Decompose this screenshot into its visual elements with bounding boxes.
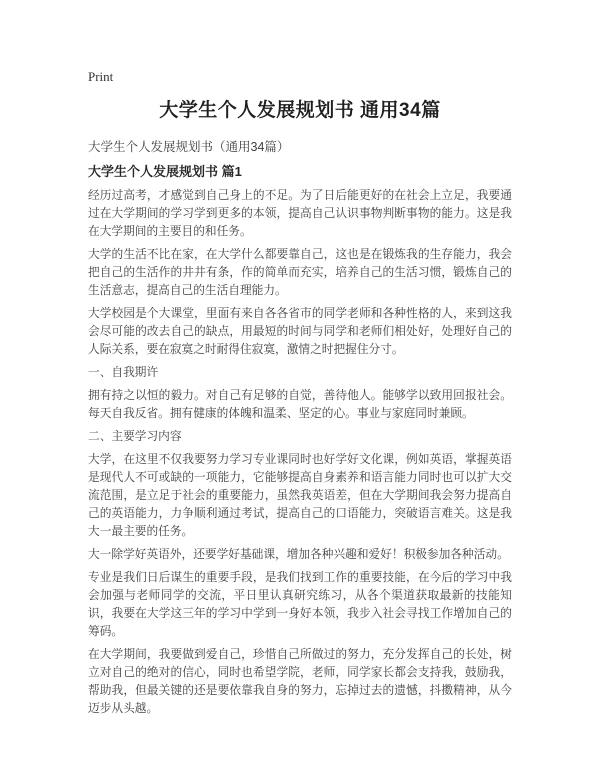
paragraph: 大一除学好英语外，还要学好基础课，增加各种兴趣和爱好！积极参加各种活动。 (88, 548, 509, 561)
document-body (88, 164, 512, 718)
print-button[interactable]: Print (88, 69, 114, 84)
document-subtitle: 大学生个人发展规划书（通用34篇） (88, 140, 290, 154)
paragraph: 专业是我们日后谋生的重要手段，是我们找到工作的重要技能，在今后的学习中我会加强与老师同学的交流，平日里认真研究练习，从各个渠道获取最新的技能知识，我要在大学这三年的学习中学到一身好本领，我步入社会寻找工作增加自己的筹码。 (88, 571, 512, 638)
paragraph: 大学的生活不比在家，在大学什么都要靠自己，这也是在锻炼我的生存能力，我会把自己的生活作的井井有条，作的简单而充实，培养自己的生活习惯，锻炼自己的生活意志，提高自己的生活自理能力。 (88, 248, 512, 297)
list-heading: 二、主要学习内容 (88, 430, 182, 443)
section-title: 大学生个人发展规划书 篇1 (88, 164, 242, 179)
paragraph: 在大学期间，我要做到爱自己，珍惜自己所做过的努力，充分发挥自己的长处，树立对自己的绝对的信心，同时也希望学院，老师，同学家长都会支持我，鼓励我，帮助我，但最关键的还是要依靠我自身的努力，忘掉过去的遗憾，抖擞精神，从今迈步从头越。 (88, 648, 512, 715)
paragraph: 大学校园是个大课堂，里面有来自各各省市的同学老师和各种性格的人，来到这我会尽可能的改去自己的缺点，用最短的时间与同学和老师们相处好，处理好自己的人际关系，要在寂寞之时耐得住寂寞，激情之时把握住分寸。 (88, 307, 512, 356)
document-title: 大学生个人发展规划书 通用34篇 (159, 100, 441, 121)
paragraph: 经历过高考，才感觉到自己身上的不足。为了日后能更好的在社会上立足，我要通过在大学期间的学习学到更多的本领，提高自己认识事物判断事物的能力。这是我在大学期间的主要目的和任务。 (88, 189, 512, 238)
paragraph: 拥有持之以恒的毅力。对自己有足够的自觉，善待他人。能够学以致用回报社会。每天自我反省。拥有健康的体魄和温柔、坚定的心。事业与家庭同时兼顾。 (88, 389, 512, 420)
paragraph: 大学，在这里不仅我要努力学习专业课同时也好学好文化课，例如英语，掌握英语是现代人不可或缺的一项能力，它能够提高自身素养和语言能力同时也可以扩大交流范围，是立足于社会的重要能力，虽然我英语差，但在大学期间我会努力提高自己的英语能力，力争顺利通过考试，提高自己的口语能力，突破语言难关。这是我大一最主要的任务。 (88, 453, 512, 538)
list-heading: 一、自我期许 (88, 366, 159, 379)
